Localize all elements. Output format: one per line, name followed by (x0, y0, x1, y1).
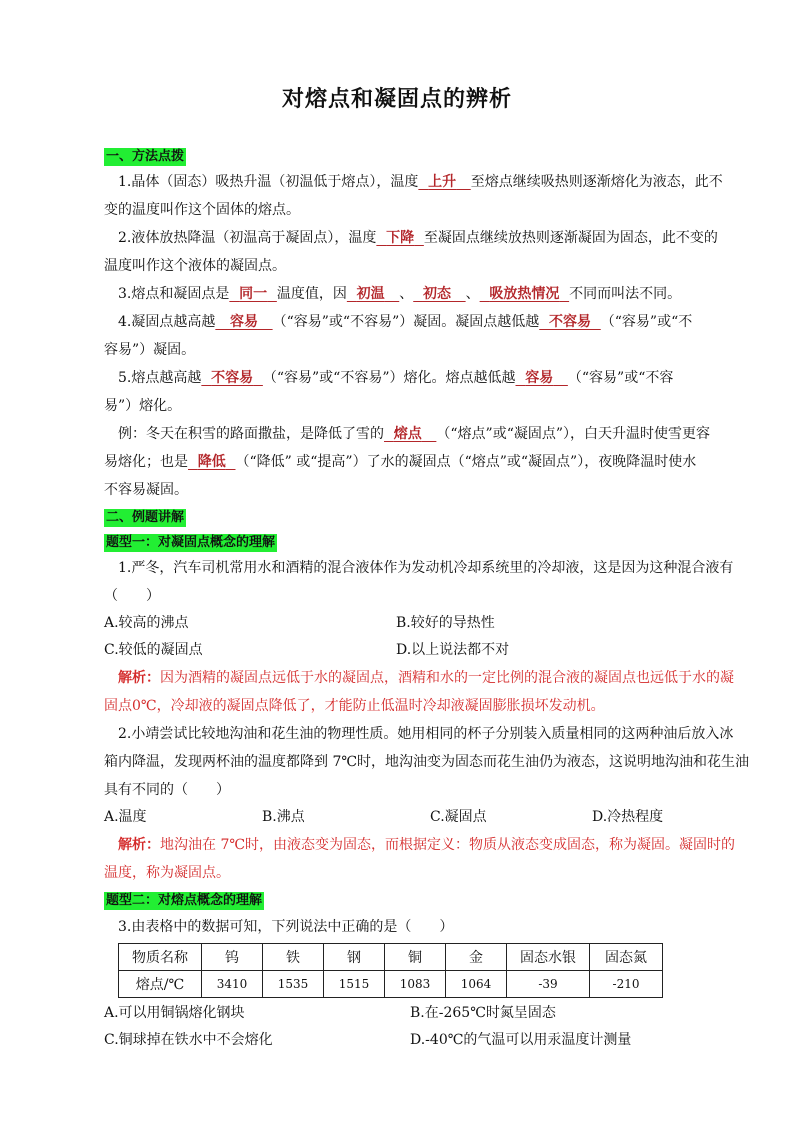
table-cell: -39 (507, 971, 590, 998)
melting-point-table (118, 943, 663, 998)
question-type-1: 题型一：对凝固点概念的理解 (106, 535, 276, 550)
option-b: B.在-265℃时氮呈固态 (410, 1005, 556, 1021)
question-3: 3.由表格中的数据可知，下列说法中正确的是（ ） 物质名称 钨 铁 钢 铜 金 固态水银 固态氮 熔点/℃ 3410 1535 1515 1083 1064 -39 -210 A.可以用铜锅熔化钢块 B.在-265℃时氮呈固态 C.铜球掉在铁水中不会熔化 D.-40℃的气温可以用汞温度计测量 (104, 913, 722, 1054)
answer-blank: 不容易 (549, 314, 591, 330)
paragraph-1: 1.晶体（固态）吸热升温（初温低于熔点），温度 上升 至熔点继续吸热则逐渐熔化为液态，此不 变的温度叫作这个固体的熔点。 (104, 174, 723, 218)
document-body (104, 146, 750, 1054)
analysis-1: 解析：因为酒精的凝固点远低于水的凝固点，酒精和水的一定比例的混合液的凝固点也远低于水的凝 (118, 670, 734, 686)
section-heading-methods: 一、方法点拨 (106, 149, 185, 164)
option-b: B.较好的导热性 (396, 615, 495, 631)
option-a: A.可以用铜锅熔化钢块 (104, 1005, 245, 1021)
table-cell: -210 (590, 971, 663, 998)
answer-blank: 熔点 (393, 426, 422, 442)
table-header: 铜 (385, 944, 446, 971)
answer-blank: 上升 (428, 174, 457, 190)
paragraph-3: 3.熔点和凝固点是 同一 温度值，因 初温 、 初态 、 吸放热情况 不同而叫法不同。 (118, 286, 682, 302)
table-cell: 3410 (202, 971, 263, 998)
option-a: A.温度 (104, 809, 147, 825)
question-type-2: 题型二：对熔点概念的理解 (106, 893, 263, 908)
table-header: 固态氮 (590, 944, 663, 971)
table-cell: 1064 (446, 971, 507, 998)
table-cell: 1083 (385, 971, 446, 998)
answer-blank: 容易 (525, 370, 554, 386)
table-header: 固态水银 (507, 944, 590, 971)
table-cell: 1515 (324, 971, 385, 998)
example-paragraph: 例：冬天在积雪的路面撒盐，是降低了雪的 熔点 （“熔点”或“凝固点”），白天升温时使雪更容 易熔化；也是 降低 （“降低” 或“提高”）了水的凝固点（“熔点”或“凝固点”），夜晚降温时使水 不容易凝固。 (104, 426, 711, 498)
table-header: 金 (446, 944, 507, 971)
question-2: 2.小靖尝试比较地沟油和花生油的物理性质。她用相同的杯子分别装入质量相同的这两种油后放入冰 箱内降温，发现两杯油的温度都降到 7℃时，地沟油变为固态而花生油仍为液态，这说明地沟油和花生油 具有不同的（ ） A.温度 B.沸点 C.凝固点 D.冷热程度 解析：地沟油在 7℃时，由液态变为固态，而根据定义：物质从液态变成固态，称为凝固。凝固时的 温度，称为凝固点。 (104, 726, 750, 881)
answer-blank: 不容易 (211, 370, 254, 386)
paragraph-2: 2.液体放热降温（初温高于凝固点），温度 下降 至凝固点继续放热则逐渐凝固为固态，此不变的 温度叫作这个液体的凝固点。 (104, 230, 718, 274)
answer-blank: 初温 (356, 286, 385, 302)
option-d: D.以上说法都不对 (396, 642, 510, 658)
page-title: 对熔点和凝固点的辨析 (281, 87, 512, 112)
answer-blank: 吸放热情况 (489, 286, 560, 302)
option-d: D.冷热程度 (592, 809, 664, 825)
option-b: B.沸点 (262, 809, 305, 825)
analysis-2: 解析：地沟油在 7℃时，由液态变为固态，而根据定义：物质从液态变成固态，称为凝固。凝固时的 (118, 837, 736, 853)
section-heading-examples: 二、例题讲解 (106, 510, 185, 525)
table-header: 钢 (324, 944, 385, 971)
answer-blank: 容易 (229, 314, 258, 330)
answer-blank: 初态 (422, 286, 451, 302)
answer-blank: 同一 (239, 286, 268, 302)
question-1: 1.严冬，汽车司机常用水和酒精的混合液体作为发动机冷却系统里的冷却液，这是因为这种混合液有 （ ） A.较高的沸点 B.较好的导热性 C.较低的凝固点 D.以上说法都不对 解析：因为酒精的凝固点远低于水的凝固点，酒精和水的一定比例的混合液的凝固点也远低于水的凝 固点0℃，冷却液的凝固点降低了，才能防止低温时冷却液凝固膨胀损坏发动机。 (104, 560, 734, 714)
table-header: 铁 (263, 944, 324, 971)
answer-blank: 降低 (197, 454, 226, 470)
option-a: A.较高的沸点 (104, 615, 189, 631)
table-header: 钨 (202, 944, 263, 971)
table-header: 物质名称 (119, 944, 202, 971)
answer-blank: 下降 (386, 230, 415, 246)
paragraph-4: 4.凝固点越高越 容易 （“容易”或“不容易”）凝固。凝固点越低越 不容易 （“容易”或“不 容易”）凝固。 (104, 314, 693, 358)
option-d: D.-40℃的气温可以用汞温度计测量 (410, 1032, 632, 1048)
table-cell: 1535 (263, 971, 324, 998)
option-c: C.铜球掉在铁水中不会熔化 (104, 1032, 273, 1048)
option-c: C.凝固点 (430, 809, 487, 825)
table-row-label: 熔点/℃ (119, 971, 202, 998)
paragraph-5: 5.熔点越高越 不容易 （“容易”或“不容易”）熔化。熔点越低越 容易 （“容易”或“不容 易”）熔化。 (104, 370, 674, 414)
option-c: C.较低的凝固点 (104, 642, 203, 658)
